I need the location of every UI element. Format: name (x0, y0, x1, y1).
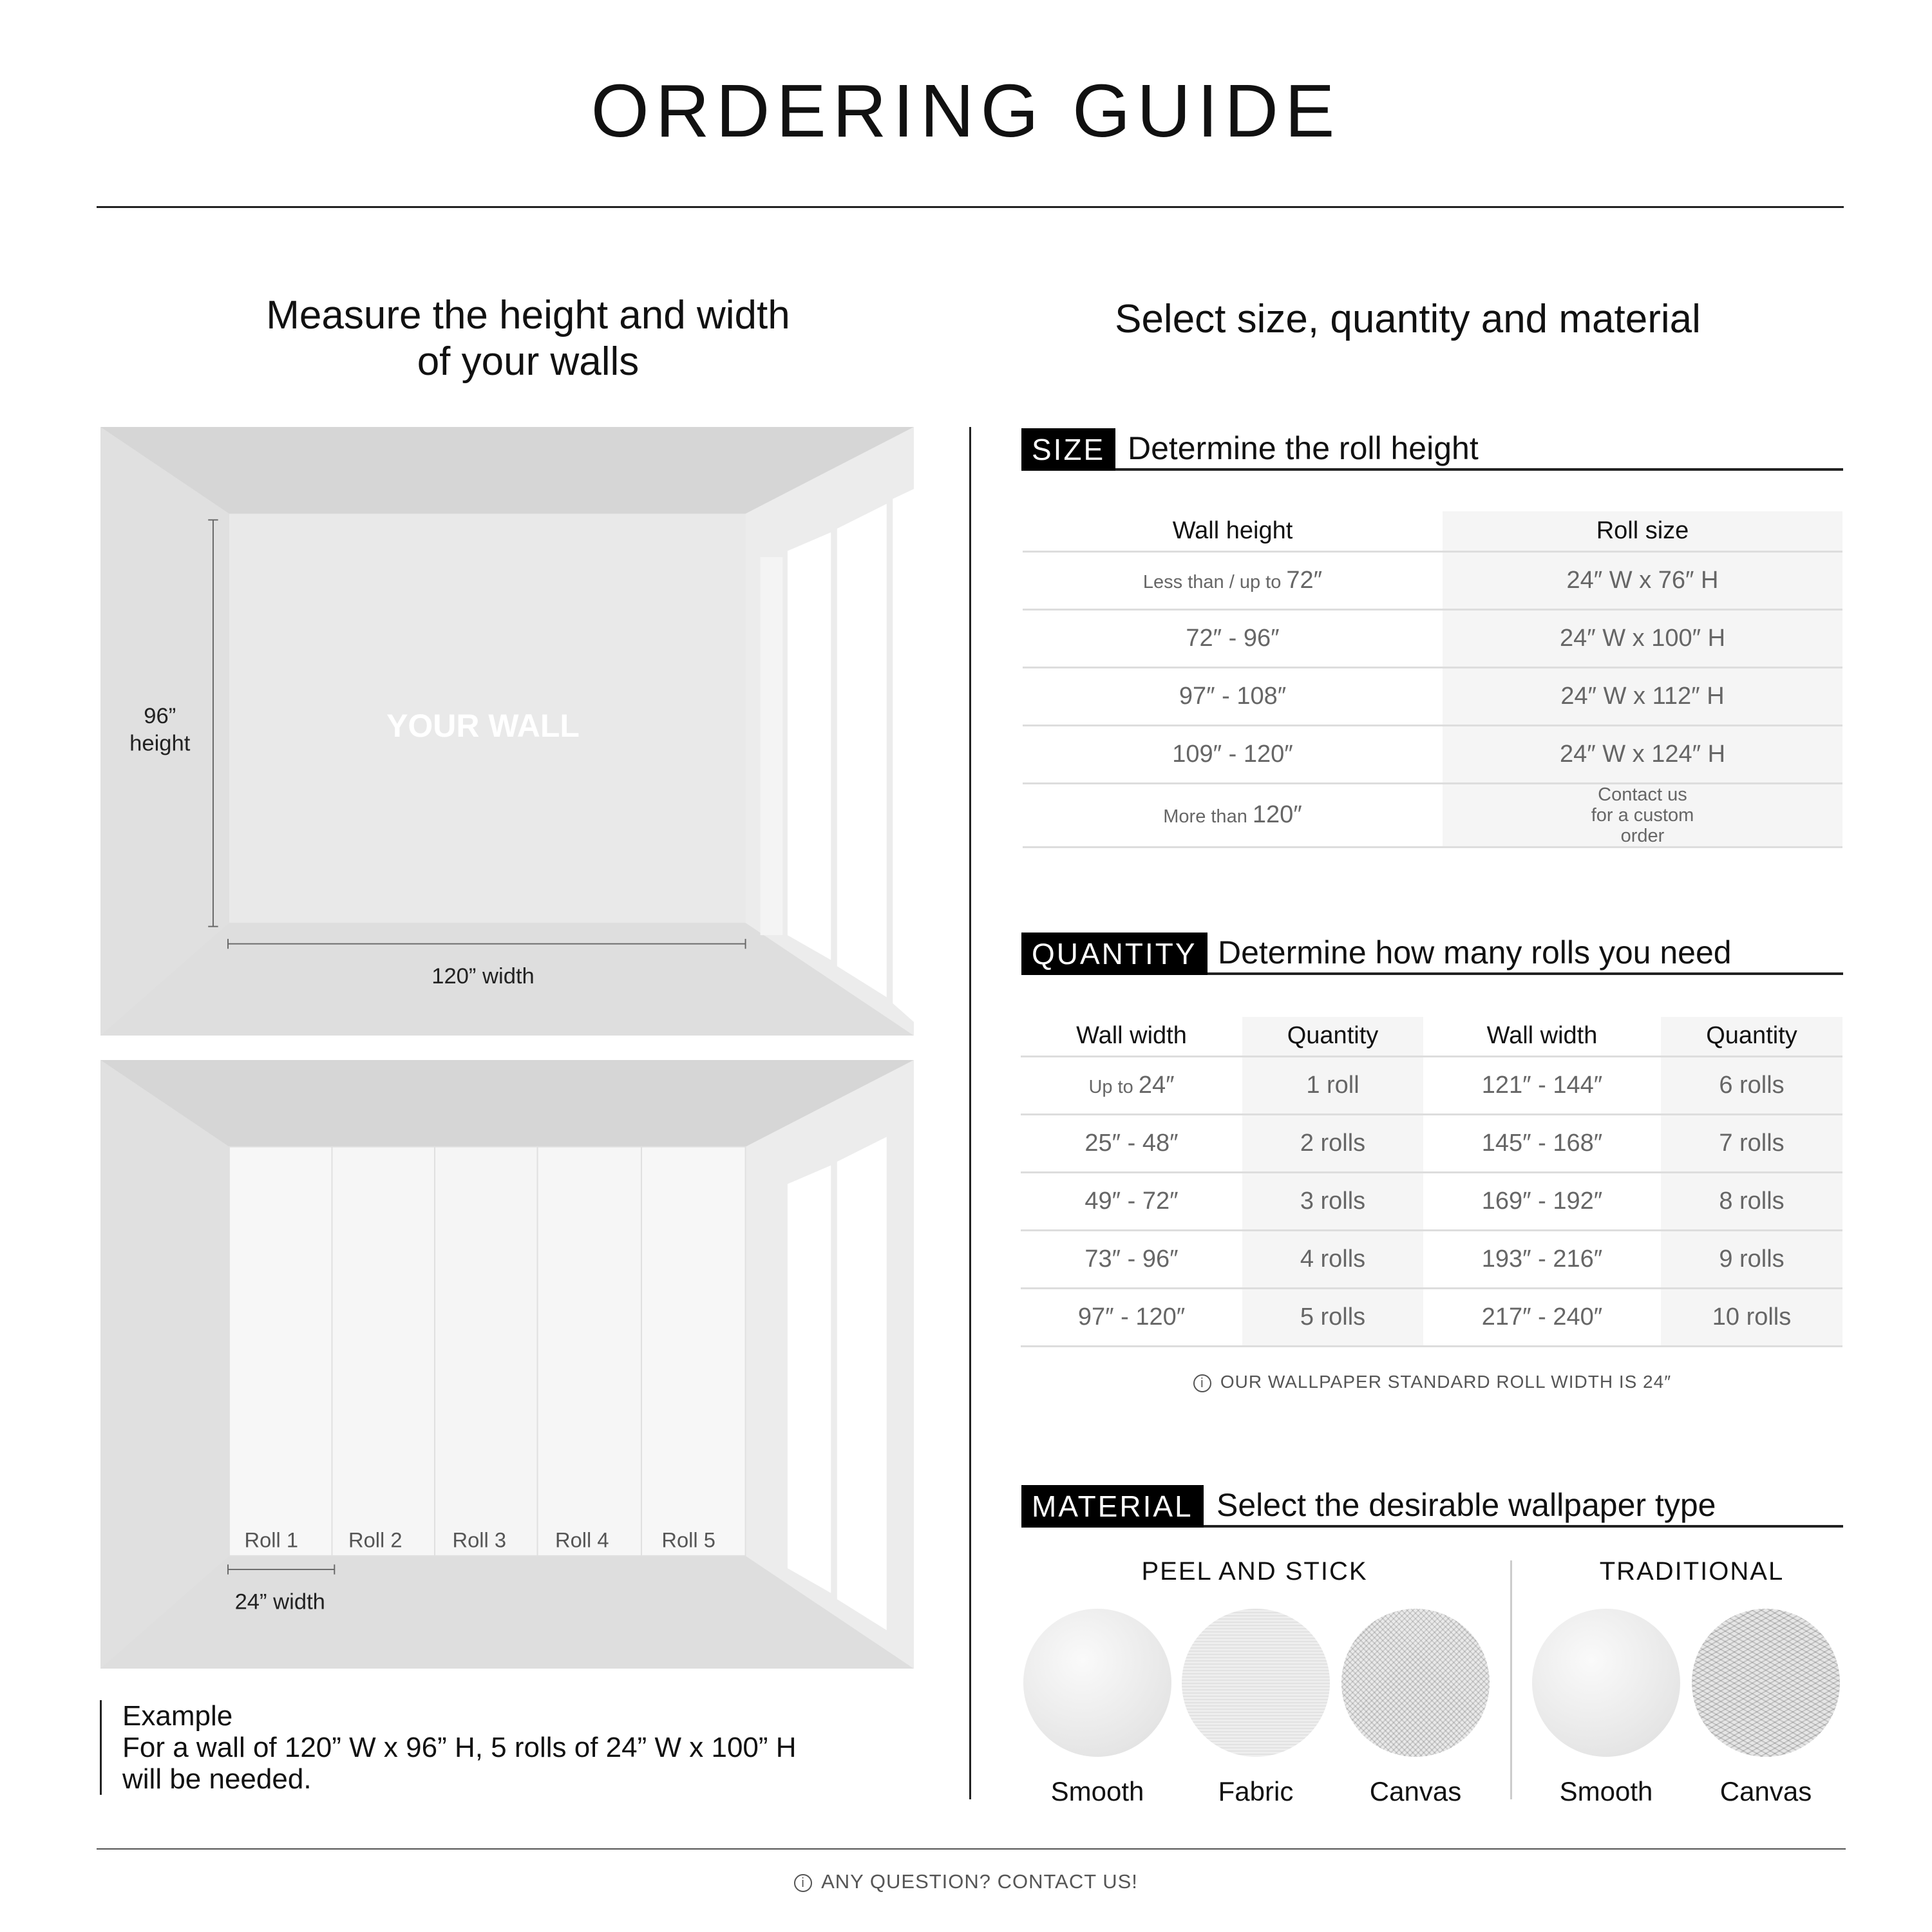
fabric-texture-swatch[interactable] (1182, 1609, 1330, 1757)
cell-quantity: 5 rolls (1242, 1288, 1423, 1346)
bottom-divider (97, 1848, 1846, 1850)
cell-wall-height: 109″ - 120″ (1023, 725, 1443, 783)
quantity-table (1021, 1017, 1842, 1347)
height-value: 96” (144, 703, 176, 728)
cell-quantity: 1 roll (1242, 1056, 1423, 1114)
cell-wall-width: 97″ - 120″ (1021, 1288, 1242, 1346)
cell-prefix: More than (1163, 806, 1253, 827)
material-label-fabric: Fabric (1218, 1776, 1294, 1806)
cell-prefix: Up to (1088, 1076, 1139, 1097)
cell-wall-width: 25″ - 48″ (1021, 1114, 1242, 1172)
material-label-traditional-smooth: Smooth (1559, 1776, 1653, 1806)
table-row (1023, 551, 1842, 609)
table-row (1023, 667, 1842, 725)
top-divider (97, 206, 1844, 208)
cell-wall-height: 72″ - 96″ (1023, 609, 1443, 667)
example-line2: will be needed. (122, 1763, 312, 1795)
your-wall-label: YOUR WALL (386, 708, 580, 744)
table-row (1021, 1288, 1842, 1346)
quantity-tag: QUANTITY (1021, 933, 1208, 975)
left-heading (206, 292, 850, 385)
roll-width-note (1021, 1372, 1843, 1392)
cell-prefix: Less than / up to (1142, 571, 1287, 592)
page-title: ORDERING GUIDE (591, 69, 1341, 153)
cell-roll-size: 24″ W x 112″ H (1443, 667, 1842, 725)
header-wall-width: Wall width (1423, 1017, 1661, 1056)
quantity-description: Determine how many rolls you need (1218, 934, 1732, 971)
right-heading: Select size, quantity and material (1115, 297, 1701, 341)
left-heading-line1: Measure the height and width (266, 293, 790, 337)
material-section-header (1021, 1485, 1843, 1528)
column-divider (969, 427, 971, 1799)
material-divider (1510, 1560, 1512, 1799)
table-row (1021, 1172, 1842, 1230)
cell-wall-width: 217″ - 240″ (1423, 1288, 1661, 1346)
cell-roll-size: 24″ W x 100″ H (1443, 609, 1842, 667)
table-row (1021, 1230, 1842, 1288)
cell-wall-width: 193″ - 216″ (1423, 1230, 1661, 1288)
cell-roll-size: 24″ W x 124″ H (1443, 725, 1842, 783)
canvas-texture-swatch[interactable] (1341, 1609, 1490, 1757)
material-description: Select the desirable wallpaper type (1217, 1487, 1716, 1523)
material-label-canvas: Canvas (1369, 1776, 1462, 1806)
cell-wall-width: 121″ - 144″ (1423, 1056, 1661, 1114)
header-quantity: Quantity (1242, 1017, 1423, 1056)
cell-quantity: 2 rolls (1242, 1114, 1423, 1172)
roll-width-label: 24” width (234, 1589, 325, 1615)
info-icon: i (1193, 1374, 1211, 1392)
cell-wall-height: 97″ - 108″ (1023, 667, 1443, 725)
cell-wall-height: 72″ (1286, 566, 1323, 594)
cell-wall-width: 49″ - 72″ (1021, 1172, 1242, 1230)
table-row (1023, 609, 1842, 667)
cell-quantity: 10 rolls (1661, 1288, 1842, 1346)
table-row (1021, 1056, 1842, 1114)
peel-and-stick-heading: PEEL AND STICK (1141, 1557, 1368, 1586)
cell-wall-width: 24″ (1138, 1071, 1175, 1099)
size-description: Determine the roll height (1128, 430, 1479, 466)
roll-label: Roll 3 (452, 1528, 507, 1552)
cell-quantity: 8 rolls (1661, 1172, 1842, 1230)
material-tag: MATERIAL (1021, 1485, 1204, 1528)
roll-label: Roll 5 (661, 1528, 715, 1552)
header-wall-width: Wall width (1021, 1017, 1242, 1056)
example-note (100, 1700, 797, 1795)
size-section-header (1021, 428, 1843, 471)
material-label-smooth: Smooth (1050, 1776, 1144, 1806)
room-illustration-rolls (100, 1060, 914, 1669)
cell-quantity: 3 rolls (1242, 1172, 1423, 1230)
cell-roll-size: Contact us for a custom order (1443, 783, 1842, 847)
table-row (1021, 1114, 1842, 1172)
cell-wall-width: 73″ - 96″ (1021, 1230, 1242, 1288)
left-heading-line2: of your walls (417, 339, 639, 384)
roll-label: Roll 2 (348, 1528, 402, 1552)
quantity-section-header (1021, 933, 1843, 975)
example-title: Example (122, 1700, 233, 1732)
size-tag: SIZE (1021, 428, 1115, 471)
info-icon: i (794, 1874, 812, 1892)
table-row (1023, 783, 1842, 847)
cell-wall-height: 120″ (1252, 801, 1302, 828)
smooth-texture-swatch[interactable] (1023, 1609, 1171, 1757)
table-row (1023, 725, 1842, 783)
cell-quantity: 4 rolls (1242, 1230, 1423, 1288)
header-wall-height: Wall height (1023, 511, 1443, 551)
roll-label: Roll 4 (555, 1528, 609, 1552)
height-word: height (129, 731, 191, 756)
contact-link[interactable] (0, 1870, 1932, 1893)
cell-quantity: 6 rolls (1661, 1056, 1842, 1114)
cell-wall-width: 169″ - 192″ (1423, 1172, 1661, 1230)
roll-width-note-text: OUR WALLPAPER STANDARD ROLL WIDTH IS 24″ (1220, 1372, 1672, 1392)
room-illustration-wall (100, 427, 914, 1036)
size-table (1023, 511, 1842, 848)
cell-quantity: 7 rolls (1661, 1114, 1842, 1172)
contact-text: ANY QUESTION? CONTACT US! (821, 1870, 1138, 1893)
header-quantity: Quantity (1661, 1017, 1842, 1056)
header-roll-size: Roll size (1443, 511, 1842, 551)
roll-label: Roll 1 (244, 1528, 299, 1552)
traditional-smooth-texture-swatch[interactable] (1532, 1609, 1680, 1757)
width-label: 120” width (431, 964, 535, 989)
traditional-heading: TRADITIONAL (1599, 1557, 1785, 1586)
example-line1: For a wall of 120” W x 96” H, 5 rolls of 24” W x 100” H (122, 1732, 797, 1763)
cell-quantity: 9 rolls (1661, 1230, 1842, 1288)
traditional-canvas-texture-swatch[interactable] (1692, 1609, 1840, 1757)
cell-wall-width: 145″ - 168″ (1423, 1114, 1661, 1172)
material-label-traditional-canvas: Canvas (1719, 1776, 1812, 1806)
cell-roll-size: 24″ W x 76″ H (1443, 551, 1842, 609)
